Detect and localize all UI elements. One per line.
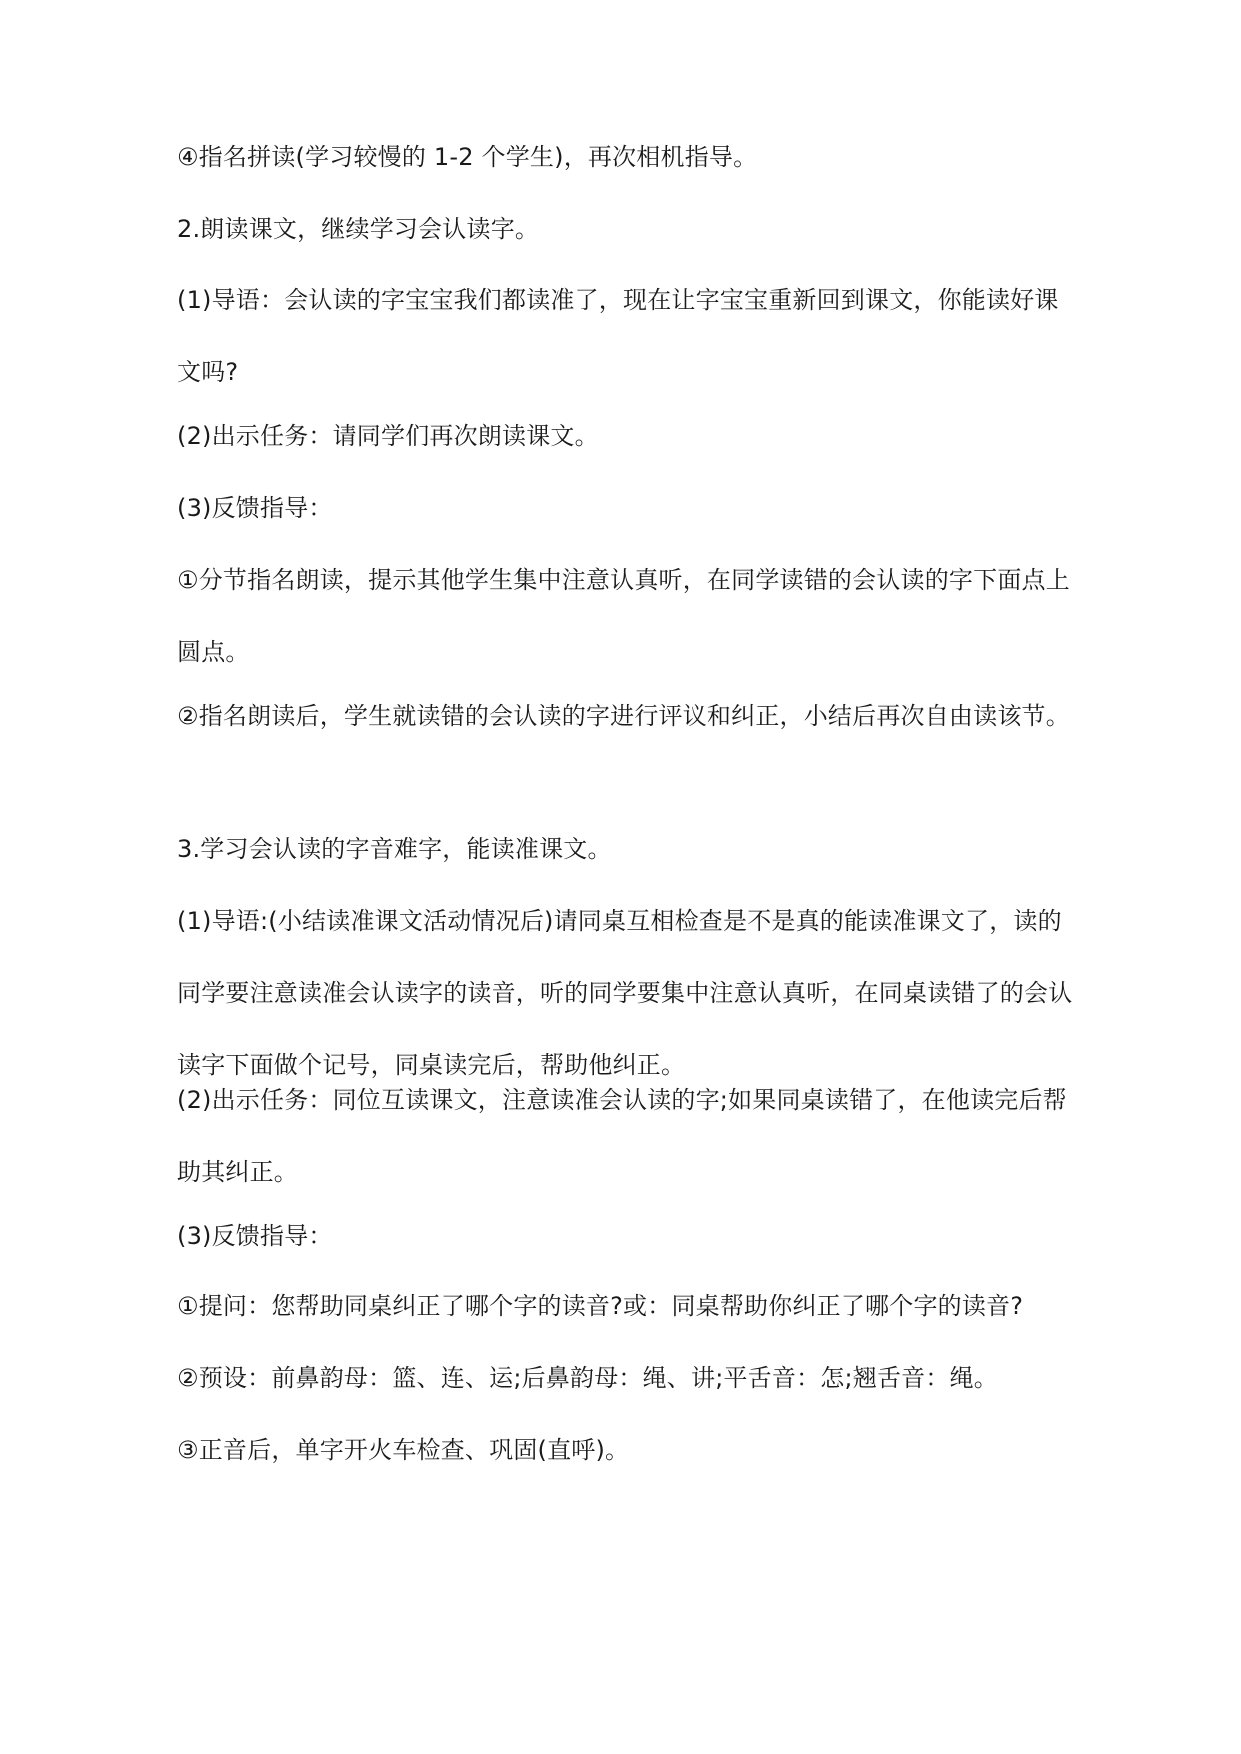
paragraph-step-2-feedback: (3)反馈指导： xyxy=(177,494,333,522)
paragraph-peer-correction: ②指名朗读后，学生就读错的会认读的字进行评议和纠正，小结后再次自由读该节。 xyxy=(177,702,1070,730)
paragraph-step-3-feedback: (3)反馈指导： xyxy=(177,1222,333,1250)
paragraph-step-3-intro: (1)导语:(小结读准课文活动情况后)请同桌互相检查是不是真的能读准课文了，读的同学要注意读准会认读字的读音，听的同学要集中注意认真听，在同桌读错了的会认读字下面做个记号，同桌读完后，帮助他纠正。 xyxy=(177,907,1073,1079)
paragraph-step-3-heading: 3.学习会认读的字音难字，能读准课文。 xyxy=(177,835,612,863)
paragraph-pinyin-reading: ④指名拼读(学习较慢的 1-2 个学生)，再次相机指导。 xyxy=(177,143,758,171)
paragraph-step-2-heading: 2.朗读课文，继续学习会认读字。 xyxy=(177,215,540,243)
paragraph-presets: ②预设：前鼻韵母：篮、连、运;后鼻韵母：绳、讲;平舌音：怎;翘舌音：绳。 xyxy=(177,1364,998,1392)
paragraph-step-2-task: (2)出示任务：请同学们再次朗读课文。 xyxy=(177,422,599,450)
paragraph-step-3-task: (2)出示任务：同位互读课文，注意读准会认读的字;如果同桌读错了，在他读完后帮助其纠正。 xyxy=(177,1086,1067,1186)
paragraph-section-reading: ①分节指名朗读，提示其他学生集中注意认真听，在同学读错的会认读的字下面点上圆点。 xyxy=(177,566,1070,666)
paragraph-question: ①提问：您帮助同桌纠正了哪个字的读音?或：同桌帮助你纠正了哪个字的读音? xyxy=(177,1292,1024,1320)
paragraph-consolidation: ③正音后，单字开火车检查、巩固(直呼)。 xyxy=(177,1436,630,1464)
paragraph-step-2-intro: (1)导语：会认读的字宝宝我们都读准了，现在让字宝宝重新回到课文，你能读好课文吗? xyxy=(177,286,1059,386)
